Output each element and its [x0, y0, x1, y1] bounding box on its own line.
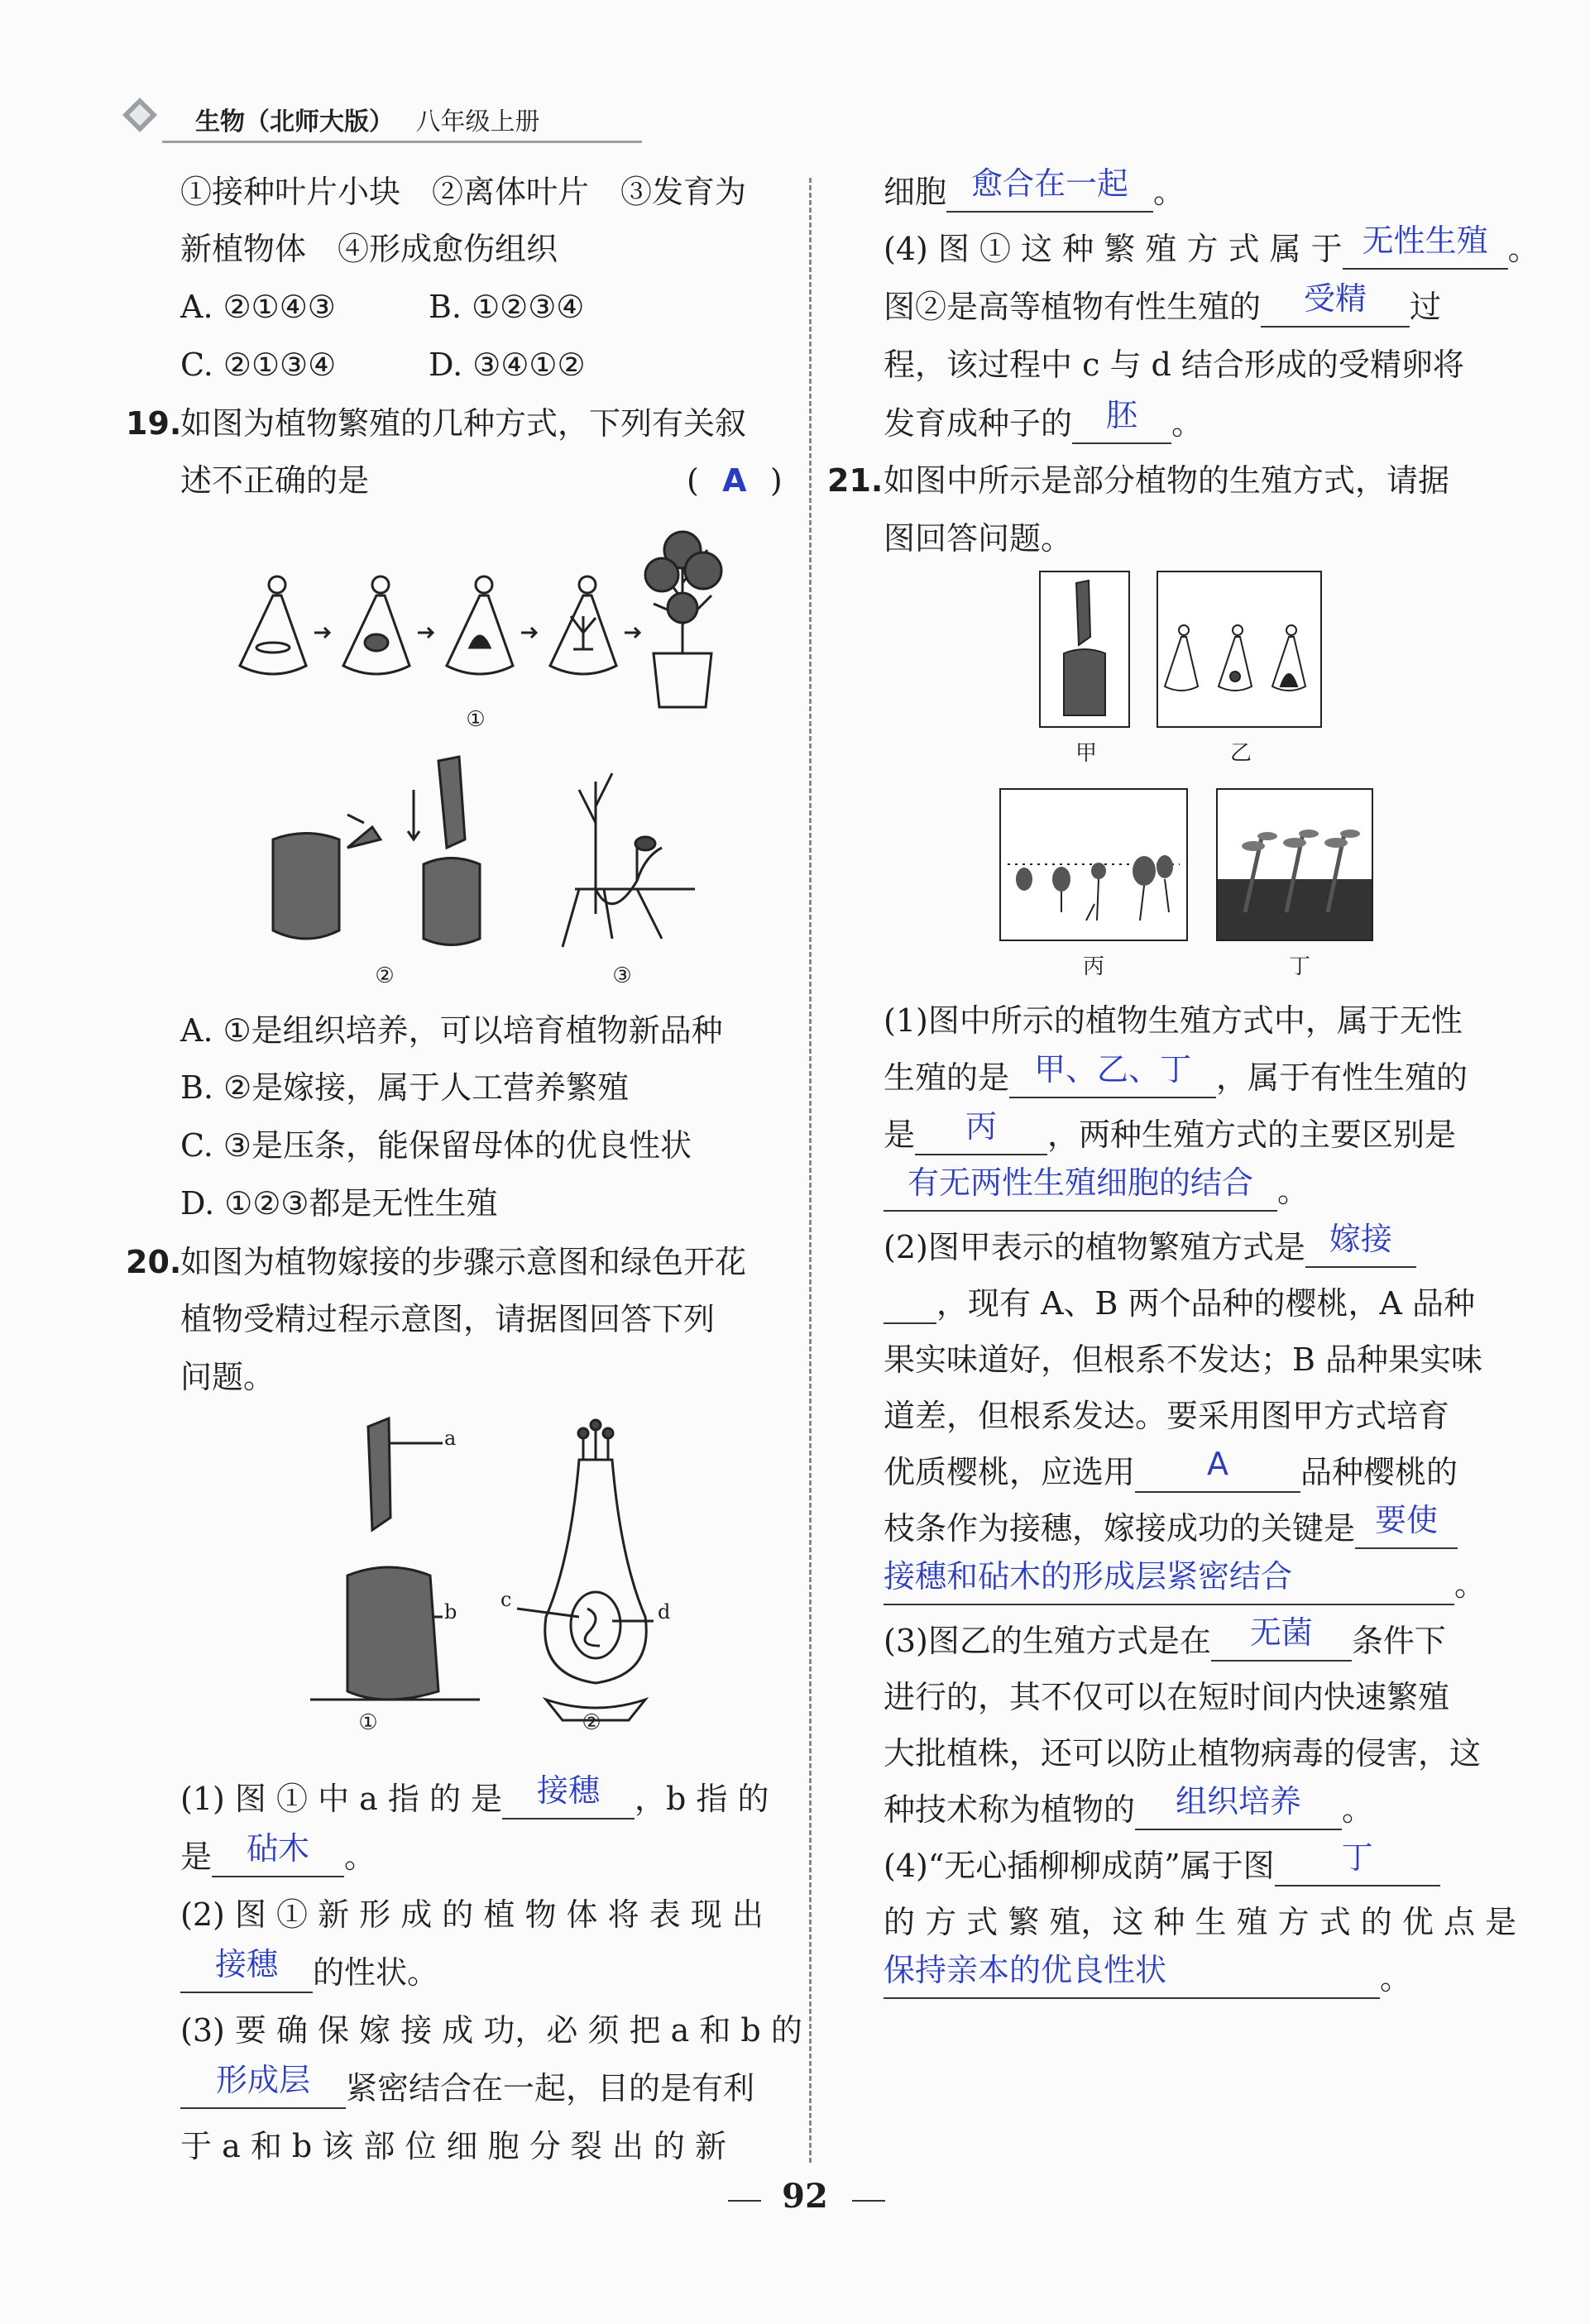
- q20-s1-line1: [180, 1772, 769, 1820]
- q21-t1-line2: [884, 1051, 1468, 1098]
- q21-t1-blank3[interactable]: [884, 1164, 1277, 1212]
- q20-s4-line4: [884, 397, 1204, 444]
- q21-t3-end: 。: [1342, 1791, 1374, 1828]
- q21-t2-answer2: A: [1207, 1446, 1229, 1482]
- fig21-caption-bing: 丙: [1082, 954, 1104, 979]
- fig21-caption-jia: 甲: [1075, 741, 1097, 766]
- q20-stem-line3: 问题。: [180, 1359, 275, 1395]
- q21-t2-prefix: (2)图甲表示的植物繁殖方式是: [884, 1229, 1305, 1265]
- flask-1-icon: [240, 576, 306, 674]
- fig20-caption-1: ①: [358, 1710, 378, 1735]
- q21-t3-line3: 大批植株，还可以防止植物病毒的侵害，这: [884, 1735, 1482, 1772]
- page-number-rule-right: [852, 2200, 885, 2202]
- q18-option-b: B. ①②③④: [429, 289, 585, 325]
- q18-option-d: D. ③④①②: [429, 347, 586, 383]
- q21-t4-blank1[interactable]: [1275, 1839, 1440, 1886]
- fig21-caption-ding: 丁: [1288, 954, 1310, 979]
- q21-t2-line6-text: 枝条作为接穗，嫁接成功的关键是: [884, 1510, 1356, 1547]
- figure-21-bing-seeds: [999, 788, 1188, 941]
- q20-s1-blank2[interactable]: [212, 1830, 344, 1877]
- q21-t2-answer3b: 接穗和砧木的形成层紧密结合: [884, 1558, 1293, 1595]
- q21-t3-line2: 进行的，其不仅可以在短时间内快速繁殖: [884, 1679, 1450, 1715]
- page-number-rule-left: [728, 2200, 761, 2202]
- q21-t4-line3: [884, 1952, 1412, 1999]
- q18-option-a: A. ②①④③: [180, 289, 336, 325]
- q20-s3-line1: (3) 要 确 保 嫁 接 成 功，必 须 把 a 和 b 的: [180, 2012, 802, 2049]
- q20-s4-blank1[interactable]: [1343, 222, 1508, 270]
- q20-stem-line1: 如图为植物嫁接的步骤示意图和绿色开花: [180, 1244, 747, 1280]
- q20-s3-line2: [180, 2062, 755, 2109]
- q20-s4-end1: 。: [1507, 231, 1540, 267]
- q20-s2-end: 的性状。: [313, 1954, 439, 1991]
- q21-t1-line3-text: 是: [884, 1117, 916, 1153]
- q21-stem-line1: 如图中所示是部分植物的生殖方式，请据: [884, 462, 1450, 499]
- q19-answer-bracket: ( A ): [687, 460, 783, 501]
- q21-t4-line1: [884, 1839, 1440, 1886]
- q20-s4-line2-end: 过: [1410, 289, 1442, 325]
- fig20-label-d: d: [658, 1600, 671, 1623]
- q20-s4-line3: 程，该过程中 c 与 d 结合形成的受精卵将: [884, 347, 1464, 383]
- q21-t2-line1: [884, 1221, 1416, 1268]
- q21-t4-answer2: 保持亲本的优良性状: [884, 1952, 1167, 1988]
- q20-s1-answer1: 接穗: [537, 1772, 601, 1809]
- q18-options-line2: 新植物体 ④形成愈伤组织: [180, 231, 558, 267]
- q19-number: 19.: [126, 405, 182, 442]
- q21-t1-blank2[interactable]: [915, 1108, 1047, 1155]
- header-logo-icon: [121, 96, 159, 134]
- figure-19-tissue-culture: [232, 517, 728, 715]
- q21-t1-answer2: 丙: [965, 1108, 998, 1145]
- q20-s4-line2: [884, 280, 1442, 328]
- q20-s1-is: 是: [180, 1839, 213, 1875]
- q21-t3-line1: [884, 1614, 1446, 1662]
- q20-s3-blank[interactable]: [180, 2062, 346, 2109]
- q21-t1-line3-end: ，两种生殖方式的主要区别是: [1047, 1117, 1457, 1153]
- q21-t3-answer1: 无菌: [1249, 1614, 1313, 1651]
- q20-stem-line2: 植物受精过程示意图，请据图回答下列: [180, 1301, 716, 1337]
- r-cont-line: [884, 165, 1185, 213]
- q20-s1-line2: [180, 1830, 376, 1877]
- q20-s4-end3: 。: [1171, 405, 1204, 442]
- q21-t2-line4: 道差，但根系发达。要采用图甲方式培育: [884, 1398, 1450, 1434]
- q21-t4-answer1: 丁: [1341, 1839, 1373, 1876]
- q21-t3-line4: [884, 1783, 1374, 1830]
- q20-s1-prefix: (1) 图 ① 中 a 指 的 是: [180, 1781, 503, 1817]
- r-cont-answer: 愈合在一起: [971, 165, 1129, 202]
- q20-s2-line1: (2) 图 ① 新 形 成 的 植 物 体 将 表 现 出: [180, 1896, 764, 1933]
- q21-t2-line5-end: 品种樱桃的: [1300, 1454, 1458, 1490]
- q20-s1-answer2: 砧木: [247, 1830, 310, 1867]
- fig19-caption-1: ①: [466, 707, 486, 732]
- q21-t1-blank1[interactable]: [1009, 1051, 1216, 1098]
- q21-t2-blank1[interactable]: [1305, 1221, 1416, 1268]
- q21-t3-middle: 条件下: [1351, 1623, 1446, 1659]
- q21-t3-line4-text: 种技术称为植物的: [884, 1791, 1136, 1828]
- figure-21-jia-grafting: [1039, 571, 1130, 728]
- q21-t2-line5: [884, 1446, 1458, 1493]
- q21-t1-line1: (1)图中所示的植物生殖方式中，属于无性: [884, 1002, 1463, 1039]
- fig19-caption-2: ②: [375, 964, 395, 988]
- q18-option-c: C. ②①③④: [180, 347, 337, 383]
- figure-21-ding-cuttings: [1216, 788, 1373, 941]
- q21-t1-line3: [884, 1108, 1457, 1155]
- column-divider: [809, 178, 812, 2163]
- q21-t2-line5-text: 优质樱桃，应选用: [884, 1454, 1136, 1490]
- q21-t2-answer1: 嫁接: [1329, 1221, 1392, 1257]
- q20-s2-answer: 接穗: [214, 1946, 278, 1982]
- q20-s4-blank3[interactable]: [1072, 397, 1171, 444]
- q20-s3-middle: 紧密结合在一起，目的是有利: [346, 2070, 755, 2106]
- q21-t2-line2-text: ，现有 A、B 两个品种的樱桃，A 品种: [936, 1285, 1476, 1322]
- q20-s4-answer1: 无性生殖: [1362, 222, 1488, 259]
- q21-number: 21.: [827, 462, 884, 499]
- q21-t1-line2-end: ，属于有性生殖的: [1216, 1059, 1468, 1096]
- fig20-label-c: c: [500, 1588, 512, 1611]
- fig20-label-a: a: [444, 1427, 457, 1450]
- q21-stem-line2: 图回答问题。: [884, 520, 1073, 557]
- fig19-caption-3: ③: [612, 964, 632, 988]
- q21-t4-blank2[interactable]: [884, 1952, 1380, 1999]
- q19-answer: A: [722, 462, 747, 499]
- q21-t2-blank2[interactable]: [1135, 1446, 1300, 1493]
- q20-s2-blank[interactable]: [180, 1946, 313, 1993]
- q20-s3-line3: 于 a 和 b 该 部 位 细 胞 分 裂 出 的 新: [180, 2128, 727, 2164]
- q21-t3-prefix: (3)图乙的生殖方式是在: [884, 1623, 1211, 1659]
- page-header: [195, 101, 539, 137]
- q21-t2-line3: 果实味道好，但根系不发达；B 品种果实味: [884, 1341, 1483, 1378]
- figure-19-grafting-layering: [248, 748, 711, 964]
- header-subject: 生物（北师大版）: [195, 108, 394, 136]
- q20-s4-answer2: 受精: [1304, 280, 1367, 317]
- page-number: 92: [782, 2177, 828, 2216]
- q21-t1-end3: 。: [1277, 1173, 1310, 1209]
- q19-stem-line2: 述不正确的是: [180, 462, 370, 499]
- q20-s1-middle: ，b 指 的: [635, 1781, 769, 1817]
- q21-t2-line7: [884, 1558, 1487, 1605]
- q19-option-b: B. ②是嫁接，属于人工营养繁殖: [180, 1069, 630, 1106]
- q21-t4-line2: 的 方 式 繁 殖，这 种 生 殖 方 式 的 优 点 是: [884, 1904, 1517, 1940]
- q21-t2-blank1-cont: [884, 1284, 936, 1324]
- q21-t3-blank2[interactable]: [1135, 1783, 1342, 1830]
- figure-21-yi-tissue-culture: [1157, 571, 1322, 728]
- figure-20-graft-and-flower: [298, 1410, 695, 1724]
- q19-option-a: A. ①是组织培养，可以培育植物新品种: [180, 1012, 723, 1049]
- q19-stem-line1: 如图为植物繁殖的几种方式，下列有关叙: [180, 405, 747, 442]
- q20-number: 20.: [126, 1244, 182, 1280]
- q20-s4-line1: [884, 222, 1540, 270]
- q20-s1-end: 。: [344, 1839, 376, 1875]
- q21-t2-blank3b[interactable]: [884, 1558, 1454, 1605]
- fig20-label-b: b: [444, 1600, 457, 1623]
- q21-t2-end: 。: [1454, 1566, 1487, 1603]
- q21-t1-answer1: 甲、乙、丁: [1034, 1051, 1192, 1088]
- q21-t3-answer2: 组织培养: [1176, 1783, 1302, 1820]
- q20-s4-prefix: (4) 图 ① 这 种 繁 殖 方 式 属 于: [884, 231, 1343, 267]
- q19-option-c: C. ③是压条，能保留母体的优良性状: [180, 1127, 692, 1164]
- header-grade: 八年级上册: [415, 108, 540, 136]
- q20-s4-answer3: 胚: [1106, 397, 1138, 433]
- q18-options-line1: ①接种叶片小块 ②离体叶片 ③发育为: [180, 174, 747, 210]
- q19-option-d: D. ①②③都是无性生殖: [180, 1185, 498, 1222]
- q20-s2-line2: [180, 1946, 439, 1993]
- q21-t3-blank1[interactable]: [1211, 1614, 1352, 1662]
- q20-s4-line2-text: 图②是高等植物有性生殖的: [884, 289, 1262, 325]
- q21-t1-answer3: 有无两性生殖细胞的结合: [907, 1164, 1253, 1201]
- q21-t2-line2: [884, 1283, 1475, 1324]
- q20-s4-blank2[interactable]: [1261, 280, 1410, 328]
- r-cont-blank[interactable]: [946, 165, 1153, 213]
- q20-s3-answer: 形成层: [215, 2062, 310, 2098]
- q21-t4-prefix: (4)“无心插柳柳成荫”属于图: [884, 1848, 1275, 1884]
- header-rule: [162, 141, 642, 143]
- q21-t2-blank3a[interactable]: [1355, 1502, 1458, 1549]
- q20-s4-line4-text: 发育成种子的: [884, 405, 1073, 442]
- q21-t2-answer3a: 要使: [1375, 1502, 1439, 1538]
- q21-t1-line4: [884, 1164, 1310, 1212]
- fig20-caption-2: ②: [582, 1710, 601, 1735]
- q21-t4-end: 。: [1380, 1960, 1412, 1996]
- q20-s1-blank1[interactable]: [502, 1772, 635, 1820]
- r-cont-prefix: 细胞: [884, 174, 947, 210]
- q21-t2-line6: [884, 1502, 1458, 1549]
- q21-t1-line2-text: 生殖的是: [884, 1059, 1010, 1096]
- fig21-caption-yi: 乙: [1229, 741, 1252, 766]
- r-cont-end: 。: [1153, 174, 1185, 210]
